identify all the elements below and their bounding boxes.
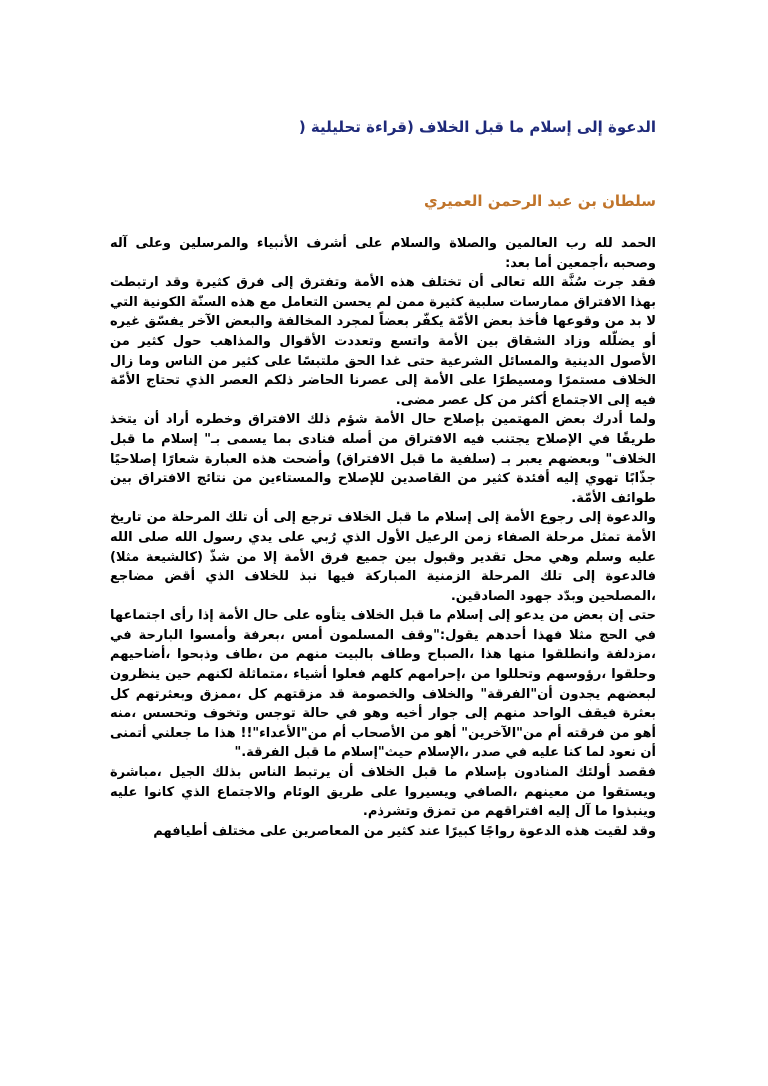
author-name: سلطان بن عبد الرحمن العميري: [424, 192, 656, 210]
document-title: الدعوة إلى إسلام ما قبل الخلاف (قراءة تحليلية (: [298, 118, 656, 136]
paragraph: فقصد أولئك المنادون بإسلام ما قبل الخلاف أن يرتبط الناس بذلك الجيل ،مباشرة ويستقوا من معينهم ،الصافي ويسيروا على طريق الوئام والاجتماع الذي كانوا عليه وينبذوا ما آل إليه افتراقهم من تمزق وتشرذم.: [110, 765, 656, 820]
paragraph: حتى إن بعض من يدعو إلى إسلام ما قبل الخلاف يتأوه على حال الأمة إذا رأى اجتماعها في الحج مثلا فهذا أحدهم يقول:"وقف المسلمون أمس ،بعرفة وأمسوا البارحة في ،مزدلفة وانطلقوا منها هذا ،الصباح وطاف بالبيت منهم من ،طاف وذبحوا ،أضاحيهم وحلقوا ،رؤوسهم وتحللوا من ،إحرامهم كلهم فعلوا أشياء ،متماثلة لكنهم حين ينظرون لبعضهم يجدون أن"الفرقة" والخلاف والخصومة قد مزقتهم كل ،ممزق وبعثرتهم كل بعثرة فيقف الواحد منهم إلى جوار أخيه وهو في حالة توجس وتخوف وتحسس ،منه أهو من فرقته أم من"الآخرين" أهو من الأصحاب أم من"الأعداء"!! هذا ما جعلني أتمنى أن نعود لما كنا عليه في صدر ،الإسلام حيث"إسلام ما قبل الفرقة.": [110, 608, 656, 761]
paragraph: فقد جرت سُنَّة الله تعالى أن تختلف هذه الأمة وتفترق إلى فرق كثيرة وقد ارتبطت بهذا الافتراق ممارسات سلبية كثيرة ممن لم يحسن التعامل مع هذه السنّة الكونية التي لا بد من وقوعها فأخذ بعض الأمّة يكفّر بعضاً لمجرد المخالفة والبعض الآخر يفسّق غيره أو يضلّله وزاد الشقاق بين الأمة واتسع وتعددت الأقوال والمذاهب حول كثير من الأصول الدينية والمسائل الشرعية حتى غدا الحق ملتبسًا على كثير من الناس وما زال الخلاف مستمرًا ومسيطرًا على الأمة إلى عصرنا الحاضر ذلكم العصر الذي تحتاج الأمّة فيه إلى الاجتماع أكثر من كل عصر مضى.: [110, 275, 656, 408]
paragraph: الحمد لله رب العالمين والصلاة والسلام على أشرف الأنبياء والمرسلين وعلى آله وصحبه ،أجمعين أما بعد:: [110, 236, 656, 271]
paragraph: والدعوة إلى رجوع الأمة إلى إسلام ما قبل الخلاف ترجع إلى أن تلك المرحلة من تاريخ الأمة تمثل مرحلة الصفاء زمن الرعيل الأول الذي رُبي على يدي رسول الله صلى الله عليه وسلم وهي محل تقدير وقبول بين جميع فرق الأمة إلا من شذّ (كالشيعة مثلا) فالدعوة إلى تلك المرحلة الزمنية المباركة فيها نبذ للخلاف الذي أقض مضاجع ،المصلحين وبدّد جهود الصادقين.: [110, 510, 656, 604]
article-body: [110, 234, 656, 841]
paragraph: وقد لقيت هذه الدعوة رواجًا كبيرًا عند كثير من المعاصرين على مختلف أطيافهم: [153, 823, 656, 839]
paragraph: ولما أدرك بعض المهتمين بإصلاح حال الأمة شؤم ذلك الافتراق وخطره أراد أن يتخذ طريقًا في الإصلاح يجتنب فيه الافتراق من أصله فنادى بما يسمى بـ" إسلام ما قبل الخلاف" وبعضهم يعبر بـ (سلفية ما قبل الافتراق) وأضحت هذه العبارة شعارًا إصلاحيًا جذّابًا تهوي إليه أفئدة كثير من القاصدين للإصلاح والمستاءين من نتائج الافتراق بين طوائف الأمّة.: [110, 412, 656, 506]
